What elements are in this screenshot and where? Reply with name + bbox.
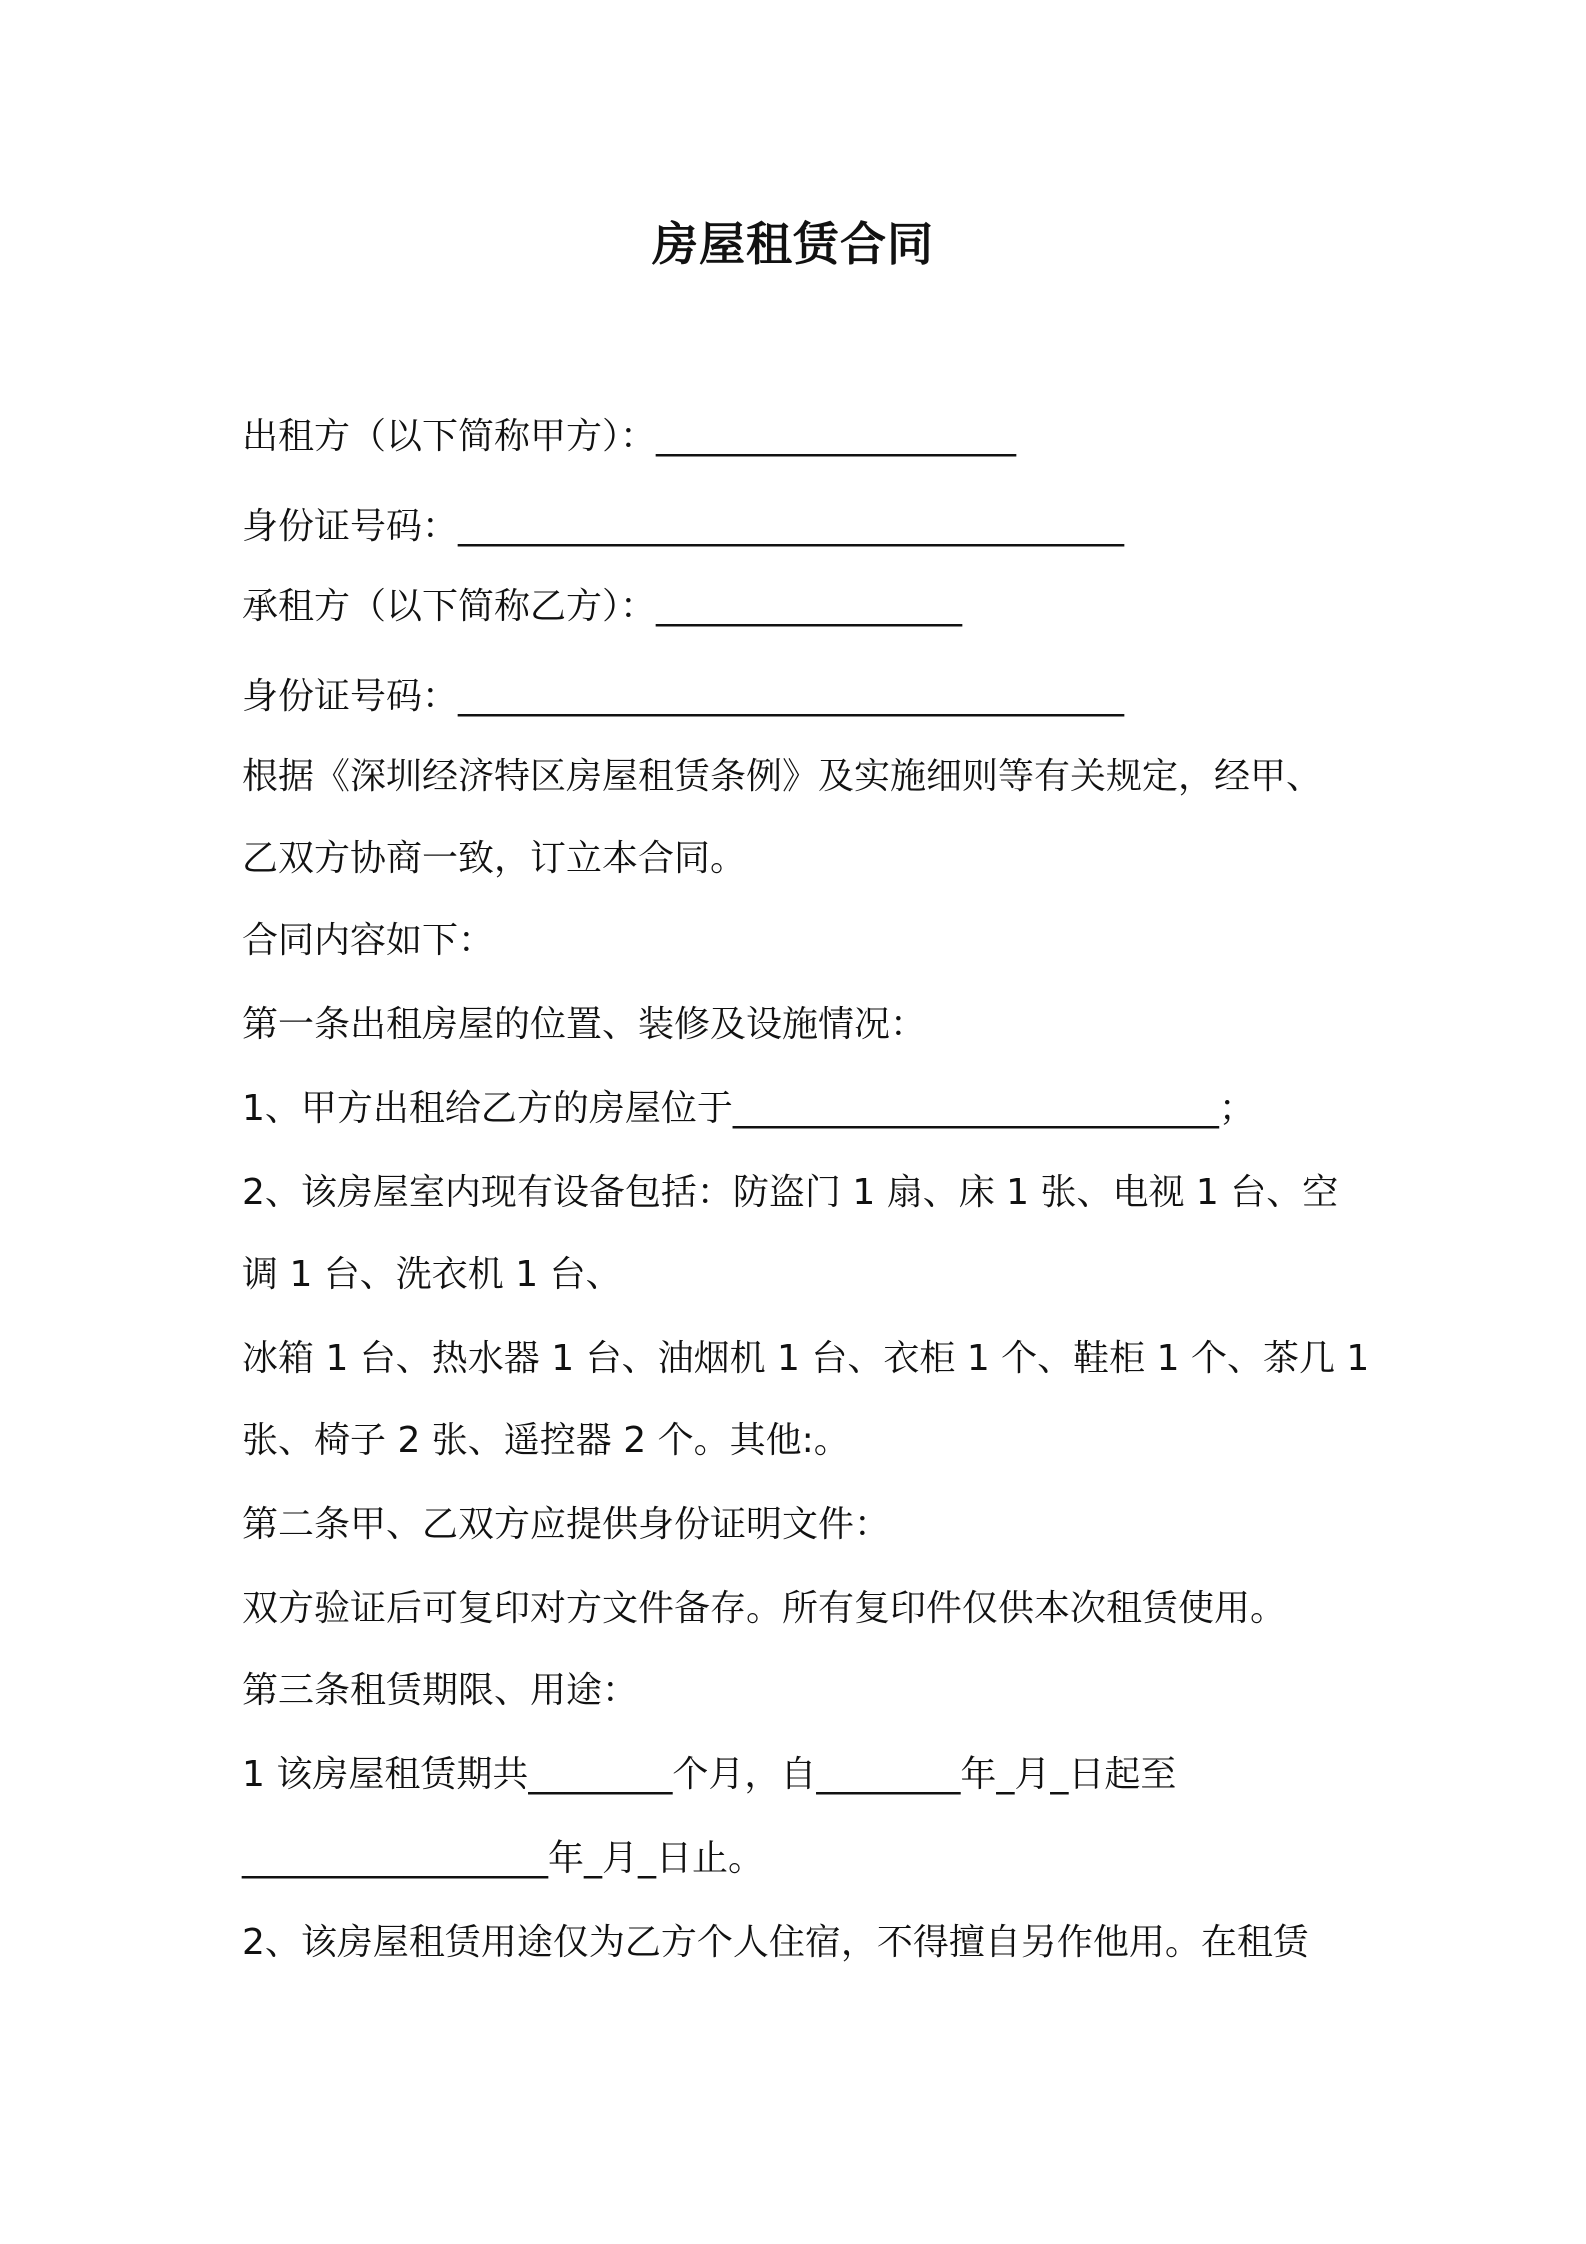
document-title: 房屋租赁合同 — [652, 217, 934, 271]
preamble-line-2: 乙双方协商一致，订立本合同。 — [242, 838, 747, 879]
article-3-item-1-line-1: 1 该房屋租赁期共________个月，自________年_月_日起至 — [242, 1754, 1177, 1795]
article-1-item-2-line-2: 调 1 台、洗衣机 1 台、 — [242, 1254, 622, 1295]
lessor-id-line: 身份证号码：_____________________________________ — [242, 506, 1125, 547]
article-2-body: 双方验证后可复印对方文件备存。所有复印件仅供本次租赁使用。 — [242, 1588, 1287, 1629]
lessor-line: 出租方（以下简称甲方）：____________________ — [242, 416, 1017, 457]
article-3-heading: 第三条租赁期限、用途： — [242, 1670, 639, 1711]
contents-heading: 合同内容如下： — [242, 920, 495, 961]
lessee-id-line: 身份证号码：_____________________________________ — [242, 676, 1125, 717]
article-1-item-2-line-1: 2、该房屋室内现有设备包括：防盗门 1 扇、床 1 张、电视 1 台、空 — [242, 1172, 1339, 1213]
article-1-item-1: 1、甲方出租给乙方的房屋位于___________________________； — [242, 1088, 1255, 1129]
article-1-item-2-line-3: 冰箱 1 台、热水器 1 台、油烟机 1 台、衣柜 1 个、鞋柜 1 个、茶几 1 — [242, 1338, 1370, 1379]
article-3-item-2-line-1: 2、该房屋租赁用途仅为乙方个人住宿，不得擅自另作他用。在租赁 — [242, 1922, 1309, 1963]
article-2-heading: 第二条甲、乙双方应提供身份证明文件： — [242, 1504, 891, 1545]
article-3-item-1-line-2: _________________年_月_日止。 — [242, 1838, 765, 1879]
lessee-line: 承租方（以下简称乙方）：_________________ — [242, 586, 963, 627]
article-1-item-2-line-4: 张、椅子 2 张、遥控器 2 个。其他:。 — [242, 1420, 850, 1461]
article-1-heading: 第一条出租房屋的位置、装修及设施情况： — [242, 1004, 927, 1045]
preamble-line-1: 根据《深圳经济特区房屋租赁条例》及实施细则等有关规定，经甲、 — [242, 756, 1323, 797]
